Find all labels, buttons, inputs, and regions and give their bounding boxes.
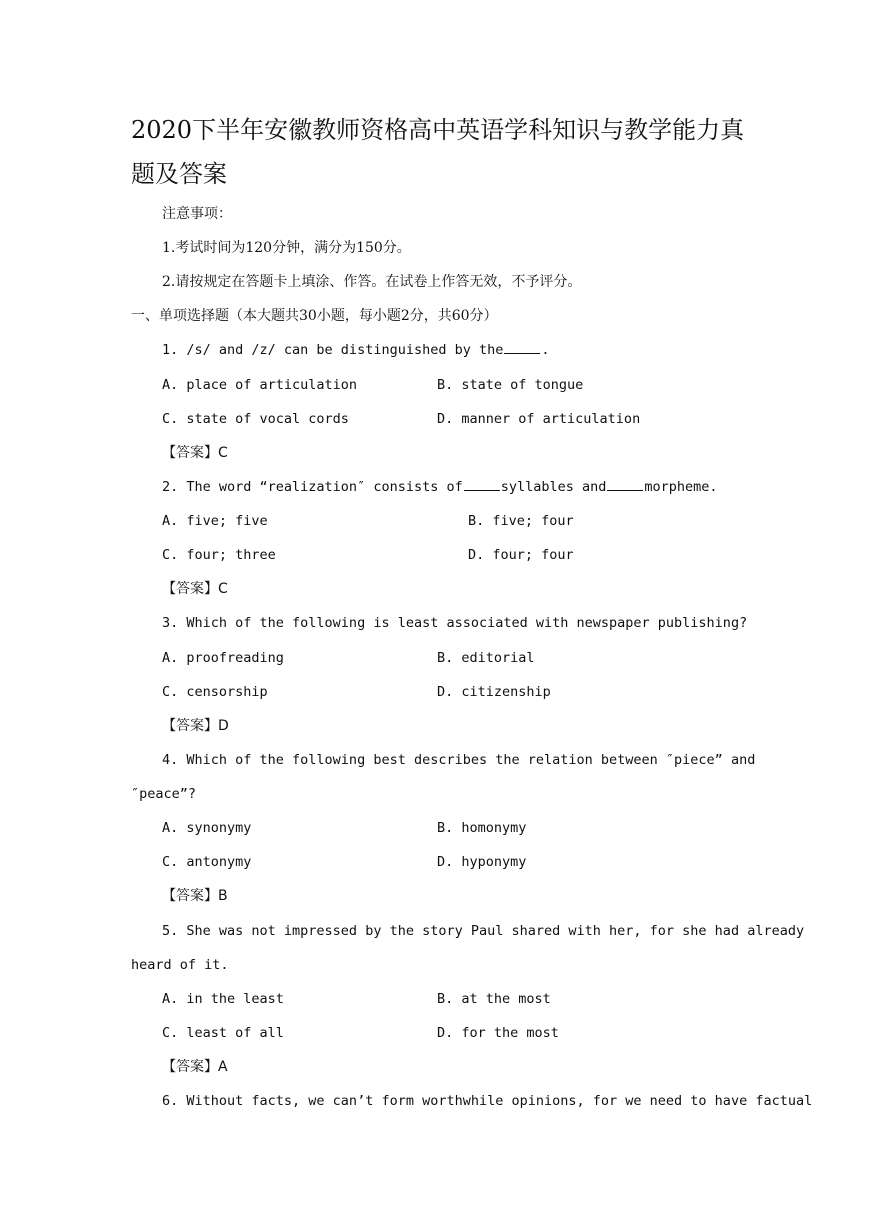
question-5-answer: 【答案】A	[162, 1059, 228, 1075]
question-3-stem: 3. Which of the following is least associated with newspaper publishing?	[162, 615, 748, 631]
question-1-stem: 1. /s/ and /z/ can be distinguished by the .	[162, 342, 550, 358]
question-2-option-a: A. five; five	[162, 513, 268, 529]
question-4-option-d: D. hyponymy	[437, 854, 527, 870]
question-2-stem: 2. The word “realization″ consists of syllables and morpheme.	[162, 479, 718, 495]
notice-item-1: 1.考试时间为120分钟，满分为150分。	[162, 240, 411, 256]
question-5-stem-line-2: heard of it.	[131, 957, 229, 973]
question-1-option-c: C. state of vocal cords	[162, 411, 349, 427]
question-3-option-b: B. editorial	[437, 650, 535, 666]
question-5-option-b: B. at the most	[437, 991, 551, 1007]
question-4-stem-line-1: 4. Which of the following best describes the relation between ″piece” and	[162, 752, 756, 768]
question-5-stem-line-1: 5. She was not impressed by the story Paul shared with her, for she had already	[162, 923, 805, 939]
question-5-option-c: C. least of all	[162, 1025, 284, 1041]
question-2-option-c: C. four; three	[162, 547, 276, 563]
question-1-option-d: D. manner of articulation	[437, 411, 641, 427]
question-3-option-d: D. citizenship	[437, 684, 551, 700]
question-2-answer: 【答案】C	[162, 581, 228, 597]
question-4-option-c: C. antonymy	[162, 854, 252, 870]
question-4-option-b: B. homonymy	[437, 820, 527, 836]
question-2-option-d: D. four; four	[468, 547, 574, 563]
question-6-stem-line-1: 6. Without facts, we can’t form worthwhile opinions, for we need to have factual	[162, 1093, 813, 1109]
question-1-option-a: A. place of articulation	[162, 377, 358, 393]
notice-heading: 注意事项：	[162, 206, 232, 222]
question-3-option-a: A. proofreading	[162, 650, 284, 666]
question-5-option-a: A. in the least	[162, 991, 284, 1007]
question-4-option-a: A. synonymy	[162, 820, 252, 836]
question-1-answer: 【答案】C	[162, 445, 228, 461]
answer-blank	[464, 478, 500, 491]
question-4-stem-line-2: ″peace”?	[131, 786, 197, 802]
page-title: 2020下半年安徽教师资格高中英语学科知识与教学能力真题及答案	[131, 116, 745, 188]
question-4-answer: 【答案】B	[162, 888, 228, 904]
notice-item-2: 2.请按规定在答题卡上填涂、作答。在试卷上作答无效，不予评分。	[162, 274, 582, 290]
question-1-option-b: B. state of tongue	[437, 377, 584, 393]
question-3-option-c: C. censorship	[162, 684, 268, 700]
answer-blank	[607, 478, 643, 491]
answer-blank	[504, 341, 540, 354]
section-heading: 一、单项选择题（本大题共30小题，每小题2分，共60分）	[131, 308, 498, 324]
question-3-answer: 【答案】D	[162, 718, 229, 734]
question-5-option-d: D. for the most	[437, 1025, 559, 1041]
question-2-option-b: B. five; four	[468, 513, 574, 529]
